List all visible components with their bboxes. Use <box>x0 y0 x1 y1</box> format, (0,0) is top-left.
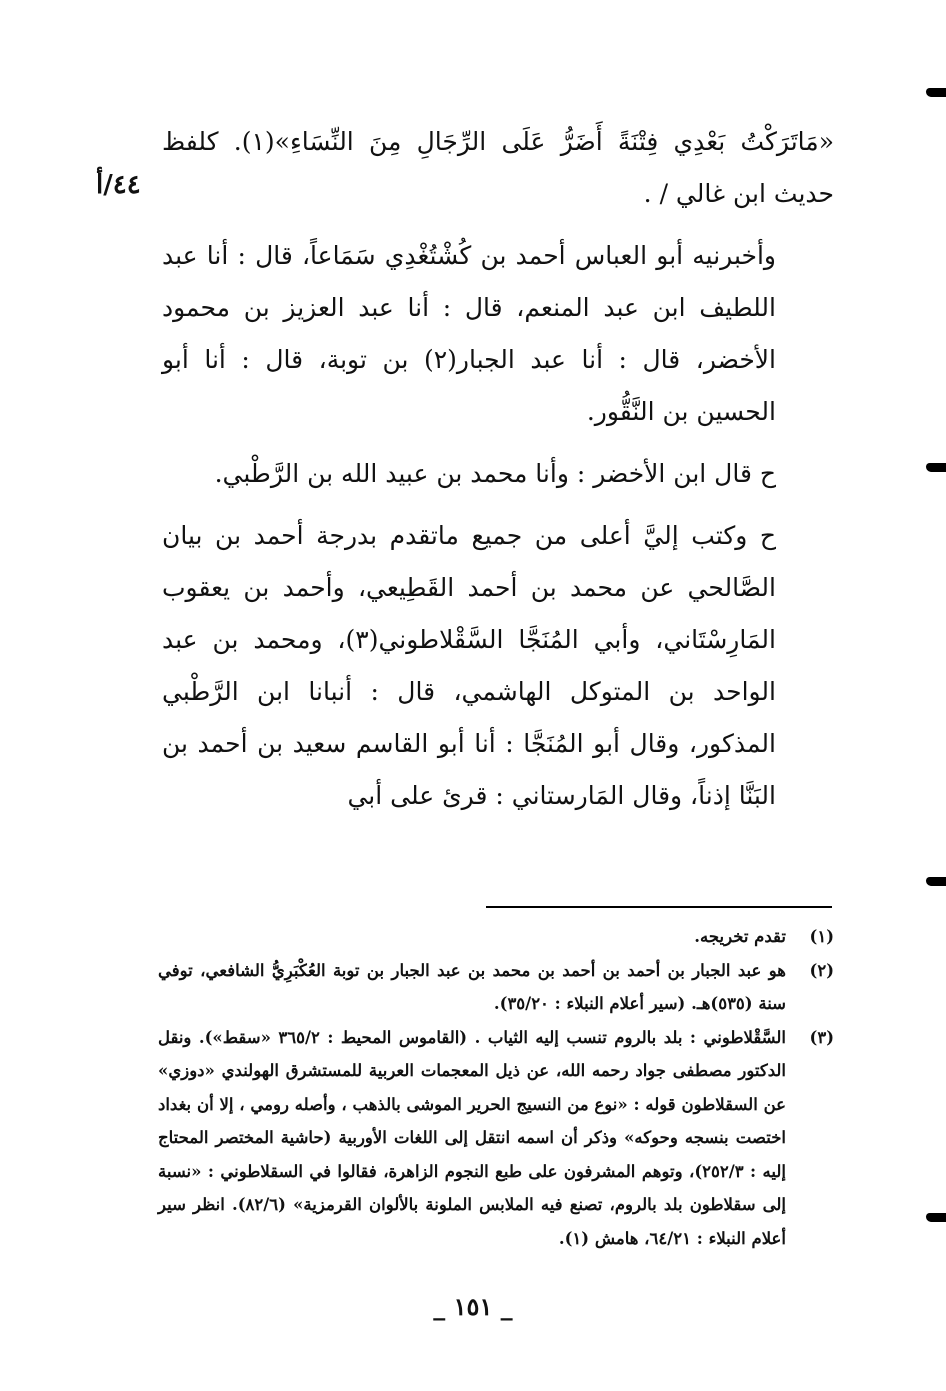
page-number: _ ١٥١ _ <box>433 1292 513 1321</box>
footnote-number: (٢) <box>809 960 834 980</box>
footnotes <box>158 920 834 1255</box>
main-text <box>162 116 834 822</box>
footnote-number: (٣) <box>809 1027 834 1047</box>
paragraph-isnad-2: ح قال ابن الأخضر : وأنا محمد بن عبيد الله بن الرَّطْبي. <box>214 459 776 488</box>
footnote <box>158 920 834 954</box>
paragraph-isnad-3: ح وكتب إليَّ أعلى من جميع ماتقدم بدرجة أحمد بن بيان الصَّالحي عن محمد بن أحمد القَطِيعي، وأحمد بن يعقوب المَارِسْتَاني، وأبي المُنَجَّا السَّقْلاطوني(٣)، ومحمد بن عبد الواحد بن المتوكل الهاشمي، قال : أنبانا ابن الرَّطْبي المذكور، وقال أبو المُنَجَّا : أنا أبو القاسم سعيد بن أحمد بن البَنَّا إذناً، وقال المَارستاني : قرئ على أبي <box>162 521 776 810</box>
footnote-text: السَّقْلاطوني : بلد بالروم تنسب إليه الثياب . (القاموس المحيط : ٣٦٥/٢ «سقط»). ونقل الدكتور مصطفى جواد رحمه الله، عن ذيل المعجمات العربية للمستشرق الهولندي «دوزي» عن السقلاطون قوله : «نوع من النسيج الحرير الموشى بالذهب ، وأصله رومي ، إلا أن بغداد اختصت بنسجه وحوكه» وذكر أن اسمه انتقل إلى اللغات الأوربية (حاشية المختصر المحتاج إليه : ٢٥٢/٣)، وتوهم المشرفون على طبع النجوم الزاهرة، فقالوا في السقلاطوني : «نسبة إلى سقلاطون بلد بالروم، تصنع فيه الملابس الملونة بالألوان القرمزية» (٨٢/٦). انظر سير أعلام النبلاء : ٦٤/٢١، هامش (١). <box>158 1027 787 1248</box>
scan-edge-mark <box>926 88 946 97</box>
footnote-text: تقدم تخريجه. <box>694 927 786 946</box>
footnote <box>158 1021 834 1256</box>
footnote-number: (١) <box>809 927 834 946</box>
footnote-text: هو عبد الجبار بن أحمد بن أحمد بن محمد بن عبد الجبار بن توبة العُكْبَرِيُّ الشافعي، توفي سنة (٥٣٥)هـ. (سير أعلام النبلاء : ٣٥/٢٠). <box>158 960 786 1013</box>
footnote-divider <box>486 906 832 908</box>
scan-edge-mark <box>926 877 946 886</box>
margin-folio-note: ٤٤/أ <box>96 170 141 200</box>
scan-edge-mark <box>926 463 946 472</box>
paragraph-hadith: «مَاتَرَكْتُ بَعْدِي فِتْنَةً أَضَرُّ عَلَى الرِّجَالِ مِنَ النِّسَاءِ»(١). كلفظ حديث ابن غالي / . <box>162 127 834 208</box>
scan-edge-mark <box>926 1213 946 1222</box>
paragraph-isnad-1: وأخبرنيه أبو العباس أحمد بن كُشْتُغْدِي سَمَاعاً، قال : أنا عبد اللطيف ابن عبد المنعم، قال : أنا عبد العزيز بن محمود الأخضر، قال : أنا عبد الجبار(٢) بن توبة، قال : أنا أبو الحسين بن النَّقُّور. <box>162 241 776 426</box>
footnote <box>158 954 834 1021</box>
